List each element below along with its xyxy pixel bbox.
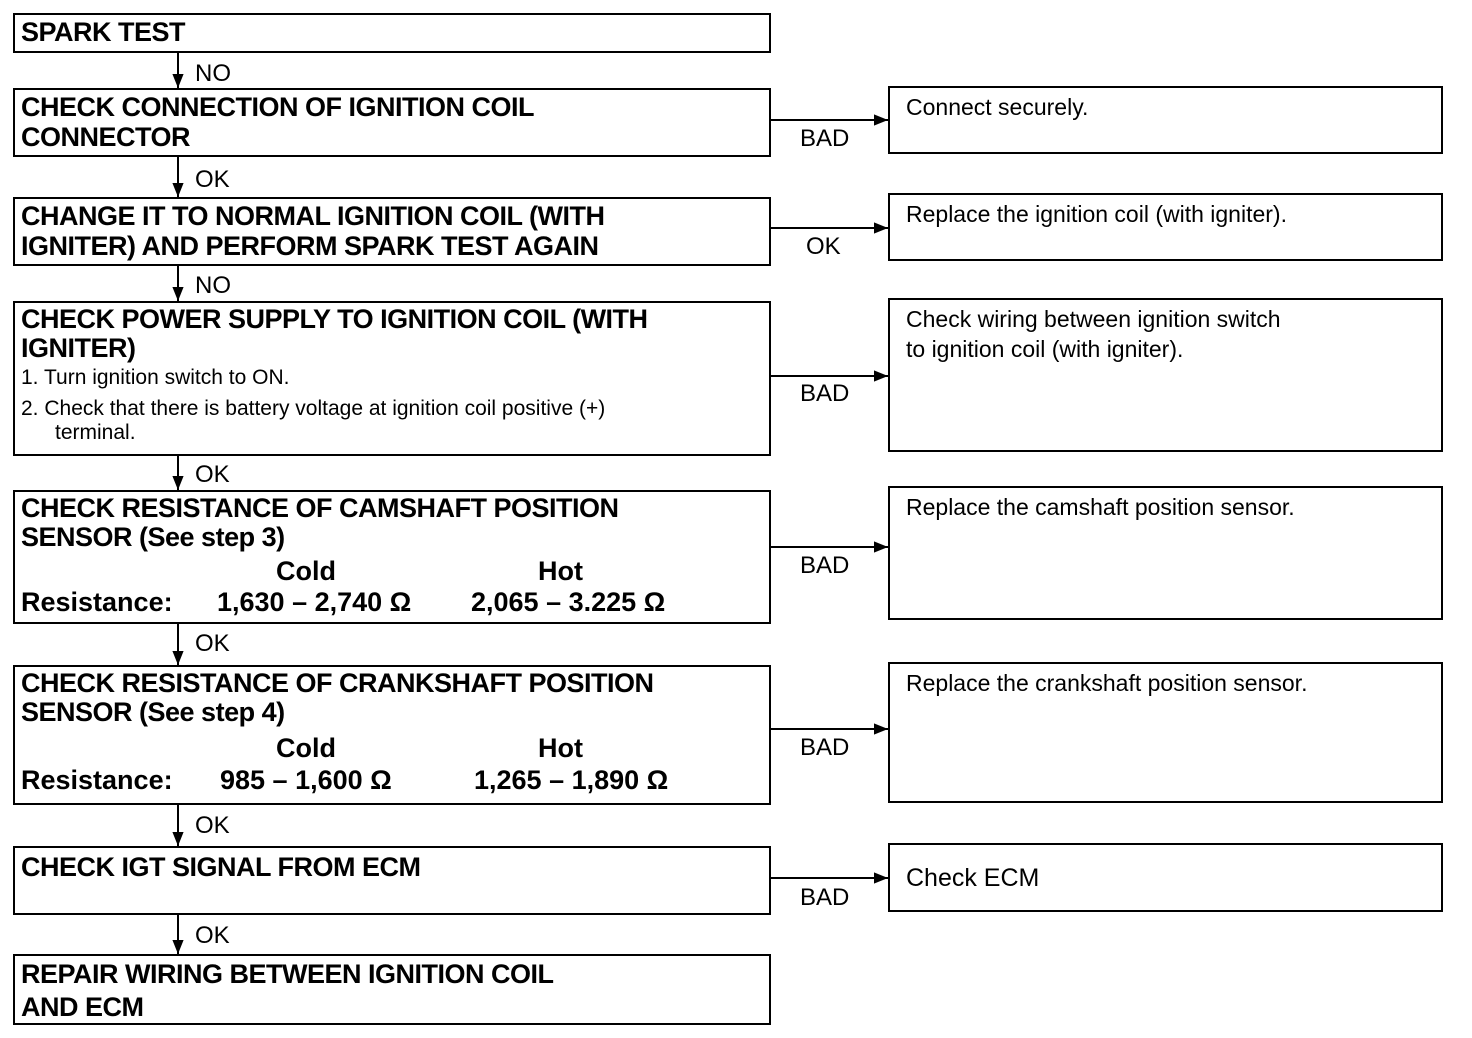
result-replace-ignition-coil: [888, 193, 1443, 261]
hot-header: Hot: [538, 556, 583, 586]
hot-resistance-value: 2,065 – 3.225 Ω: [471, 587, 666, 617]
result-text: Check wiring between ignition switch to ignition coil (with igniter).: [906, 306, 1281, 362]
cold-header: Cold: [276, 556, 336, 586]
branch-label: BAD: [800, 380, 850, 407]
branch-label: BAD: [800, 884, 850, 911]
step-title: CHECK RESISTANCE OF CAMSHAFT POSITION SENSOR (See step 3): [21, 493, 619, 552]
step-title: CHECK RESISTANCE OF CRANKSHAFT POSITION SENSOR (See step 4): [21, 668, 654, 727]
result-text: Replace the camshaft position sensor.: [906, 494, 1295, 520]
flow-label: OK: [195, 922, 230, 949]
result-text: Check ECM: [906, 864, 1040, 892]
hot-header: Hot: [538, 733, 583, 763]
branch-label: BAD: [800, 125, 850, 152]
flow-label: OK: [195, 461, 230, 488]
flow-label: NO: [195, 272, 231, 299]
step-title: CHECK POWER SUPPLY TO IGNITION COIL (WITH IGNITER): [21, 304, 648, 363]
step-repair-wiring: [13, 954, 771, 1025]
result-check-wiring: [888, 298, 1443, 452]
step-title: CHECK CONNECTION OF IGNITION COIL CONNECTOR: [21, 92, 534, 152]
branch-label: OK: [806, 233, 841, 260]
step-check-igt-signal: [13, 846, 771, 915]
step-title: CHECK IGT SIGNAL FROM ECM: [21, 852, 421, 882]
result-replace-camshaft-sensor: [888, 486, 1443, 620]
hot-resistance-value: 1,265 – 1,890 Ω: [474, 765, 669, 795]
step-instruction: 1. Turn ignition switch to ON.: [21, 366, 290, 389]
cold-resistance-value: 985 – 1,600 Ω: [220, 765, 392, 795]
step-check-crankshaft-sensor: [13, 665, 771, 805]
step-instruction: terminal.: [55, 421, 136, 444]
flow-label: OK: [195, 166, 230, 193]
step-check-camshaft-sensor: [13, 490, 771, 624]
flow-label: NO: [195, 60, 231, 87]
step-title: CHANGE IT TO NORMAL IGNITION COIL (WITH IGNITER) AND PERFORM SPARK TEST AGAIN: [21, 201, 605, 261]
step-spark-test: [13, 13, 771, 53]
step-change-ignition-coil: [13, 197, 771, 266]
cold-header: Cold: [276, 733, 336, 763]
result-connect-securely: [888, 86, 1443, 154]
result-text: Replace the ignition coil (with igniter).: [906, 201, 1287, 227]
resistance-label: Resistance:: [21, 587, 173, 617]
branch-label: BAD: [800, 734, 850, 761]
step-check-connection: [13, 88, 771, 157]
resistance-label: Resistance:: [21, 765, 173, 795]
step-title: SPARK TEST: [21, 17, 186, 47]
result-check-ecm: [888, 843, 1443, 912]
cold-resistance-value: 1,630 – 2,740 Ω: [217, 587, 412, 617]
result-text: Replace the crankshaft position sensor.: [906, 670, 1308, 696]
flow-label: OK: [195, 812, 230, 839]
flow-label: OK: [195, 630, 230, 657]
step-check-power-supply: [13, 301, 771, 456]
step-instruction: 2. Check that there is battery voltage at ignition coil positive (+): [21, 397, 606, 420]
result-text: Connect securely.: [906, 94, 1089, 120]
step-title: REPAIR WIRING BETWEEN IGNITION COIL AND ECM: [21, 959, 554, 1022]
branch-label: BAD: [800, 552, 850, 579]
result-replace-crankshaft-sensor: [888, 662, 1443, 803]
